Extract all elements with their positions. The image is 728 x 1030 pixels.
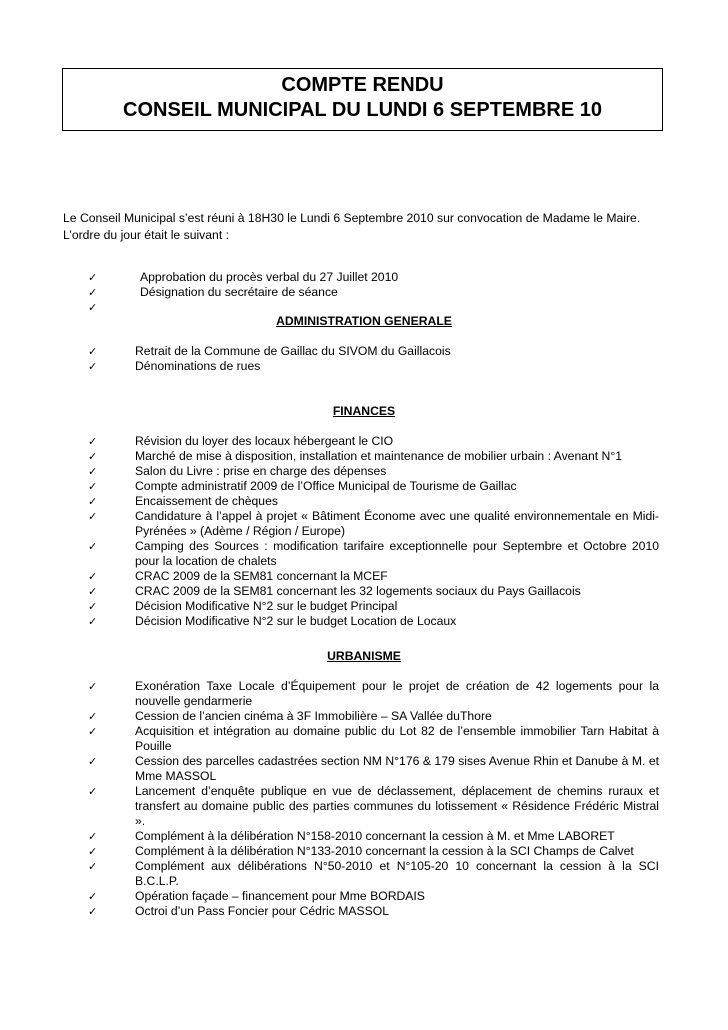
checkmark-icon: ✓ bbox=[88, 450, 98, 463]
checkmark-icon: ✓ bbox=[88, 495, 98, 508]
checkmark-icon: ✓ bbox=[88, 585, 98, 598]
document-title-box bbox=[62, 68, 663, 131]
section-heading-administration: ADMINISTRATION GENERALE bbox=[276, 314, 452, 328]
list-item: ✓ Cession des parcelles cadastrées section NM N°176 & 179 sises Avenue Rhin et Danube à M. et Mme MASSOL bbox=[88, 754, 659, 783]
intro-paragraph bbox=[63, 210, 673, 244]
list-item: ✓ Candidature à l’appel à projet « Bâtiment Économe avec une qualité environnementale en Midi-Pyrénées » (Adème / Région / Europe) bbox=[88, 509, 659, 538]
list-item: ✓ Compte administratif 2009 de l’Office Municipal de Tourisme de Gaillac bbox=[88, 479, 517, 493]
list-item: ✓ Salon du Livre : prise en charge des dépenses bbox=[88, 464, 387, 478]
checkmark-icon: ✓ bbox=[88, 286, 98, 299]
checkmark-icon: ✓ bbox=[88, 860, 98, 873]
checkmark-icon: ✓ bbox=[88, 785, 98, 798]
document-subtitle: CONSEIL MUNICIPAL DU LUNDI 6 SEPTEMBRE 10 bbox=[123, 99, 602, 121]
list-item: ✓ Retrait de la Commune de Gaillac du SIVOM du Gaillacois bbox=[88, 344, 451, 358]
section-heading-urbanisme: URBANISME bbox=[327, 649, 401, 663]
list-item: ✓ Encaissement de chèques bbox=[88, 494, 278, 508]
checkmark-icon: ✓ bbox=[88, 435, 98, 448]
checkmark-icon: ✓ bbox=[88, 540, 98, 553]
checkmark-icon: ✓ bbox=[88, 345, 98, 358]
list-item: ✓ Désignation du secrétaire de séance bbox=[88, 285, 338, 299]
document-title: COMPTE RENDU bbox=[281, 74, 444, 96]
urbanisme-list bbox=[0, 679, 728, 919]
list-item: ✓ Dénominations de rues bbox=[88, 359, 261, 373]
checkmark-icon: ✓ bbox=[88, 725, 98, 738]
finances-list bbox=[0, 434, 728, 629]
list-item: ✓ CRAC 2009 de la SEM81 concernant les 32 logements sociaux du Pays Gaillacois bbox=[88, 584, 581, 598]
checkmark-icon: ✓ bbox=[88, 271, 98, 284]
list-item: ✓ Complément à la délibération N°133-2010 concernant la cession à la SCI Champs de Calvet bbox=[88, 844, 634, 858]
list-item: ✓ Opération façade – financement pour Mme BORDAIS bbox=[88, 889, 425, 903]
checkmark-icon: ✓ bbox=[88, 905, 98, 918]
list-item: ✓ Marché de mise à disposition, installation et maintenance de mobilier urbain : Avenant N°1 bbox=[88, 449, 623, 463]
list-item: ✓ Complément aux délibérations N°50-2010 et N°105-20 10 concernant la cession à la SCI B.C.L.P. bbox=[88, 859, 659, 888]
checkmark-icon: ✓ bbox=[88, 890, 98, 903]
preliminary-list bbox=[0, 270, 728, 315]
list-item: ✓ Exonération Taxe Locale d’Équipement pour le projet de création de 42 logements pour la nouvelle gendarmerie bbox=[88, 679, 659, 708]
list-item: ✓ Acquisition et intégration au domaine public du Lot 82 de l’ensemble immobilier Tarn Habitat à Pouille bbox=[88, 724, 659, 753]
list-item: ✓ Cession de l’ancien cinéma à 3F Immobilière – SA Vallée duThore bbox=[88, 709, 492, 723]
list-item: ✓ Complément à la délibération N°158-2010 concernant la cession à M. et Mme LABORET bbox=[88, 829, 615, 843]
checkmark-icon: ✓ bbox=[88, 830, 98, 843]
checkmark-icon: ✓ bbox=[88, 600, 98, 613]
list-item: ✓ Décision Modificative N°2 sur le budget Location de Locaux bbox=[88, 614, 457, 628]
list-item: ✓ Révision du loyer des locaux hébergeant le CIO bbox=[88, 434, 394, 448]
checkmark-icon: ✓ bbox=[88, 615, 98, 628]
checkmark-icon: ✓ bbox=[88, 360, 98, 373]
checkmark-icon: ✓ bbox=[88, 845, 98, 858]
checkmark-icon: ✓ bbox=[88, 465, 98, 478]
list-item: ✓ CRAC 2009 de la SEM81 concernant la MCEF bbox=[88, 569, 388, 583]
intro-line: Le Conseil Municipal s’est réuni à 18H30 le Lundi 6 Septembre 2010 sur convocation de Madame le Maire. bbox=[63, 211, 641, 225]
list-item: ✓ Camping des Sources : modification tarifaire exceptionnelle pour Septembre et Octobre 2010 pour la location de chalets bbox=[88, 539, 659, 568]
checkmark-icon: ✓ bbox=[88, 510, 98, 523]
checkmark-icon: ✓ bbox=[88, 710, 98, 723]
list-item: ✓ Octroi d’un Pass Foncier pour Cédric MASSOL bbox=[88, 904, 390, 918]
intro-line: L’ordre du jour était le suivant : bbox=[63, 228, 229, 242]
list-item: ✓ Approbation du procès verbal du 27 Juillet 2010 bbox=[88, 270, 399, 284]
administration-list bbox=[0, 344, 728, 374]
checkmark-icon: ✓ bbox=[88, 755, 98, 768]
list-item: ✓ Lancement d’enquête publique en vue de déclassement, déplacement de chemins ruraux et transfert au domaine public des parties communes du lotissement « Résidence Frédéric Mistral ». bbox=[88, 784, 659, 828]
checkmark-icon: ✓ bbox=[88, 301, 98, 314]
section-heading-finances: FINANCES bbox=[332, 404, 396, 418]
checkmark-icon: ✓ bbox=[88, 480, 98, 493]
list-item: ✓ Décision Modificative N°2 sur le budget Principal bbox=[88, 599, 398, 613]
checkmark-icon: ✓ bbox=[88, 680, 98, 693]
checkmark-icon: ✓ bbox=[88, 570, 98, 583]
